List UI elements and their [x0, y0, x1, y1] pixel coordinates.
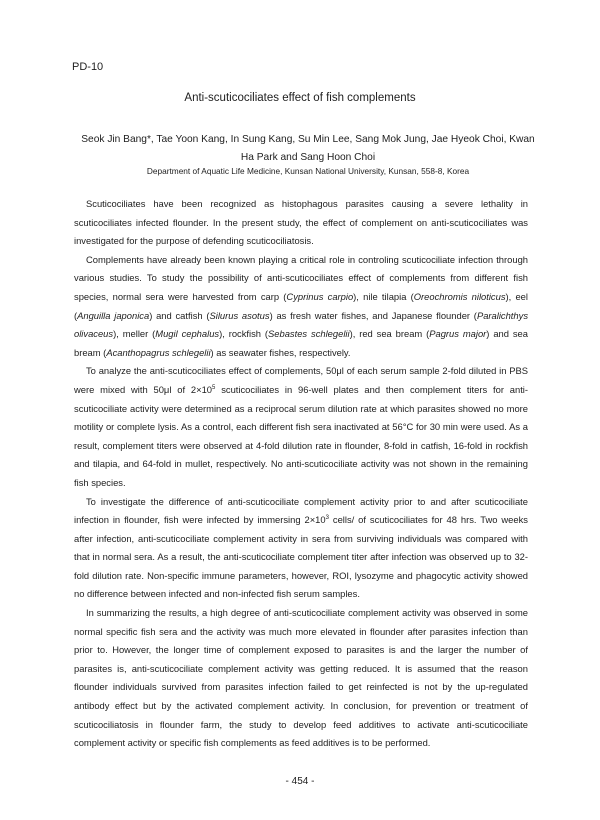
paragraph-1: Scuticociliates have been recognized as histophagous parasites causing a severe lethality in scuticociliates infected flounder. In the present study, the effect of complement on anti-scuticociliates was investigated for the purpose of defending scuticociliatosis.: [74, 198, 528, 247]
paragraph-4: To investigate the difference of anti-scuticociliate complement activity prior to and after scuticociliate infection in flounder, fish were infected by immersing $2\times 10^3$ cells/ of scuticociliates for 48 hrs. Two weeks after infection, anti-scuticociliate complement activity in sera from surviving individuals was compared with that in normal sera. As a result, the anti-scuticociliate complement titer after infection was observed up to 32-fold dilution rate. Non-specific immune parameters, however, ROI, lysozyme and phagocytic activity showed no difference between infected and non-infected fish serum samples.: [74, 495, 528, 600]
paragraph-2: Complements have already been known playing a critical role in controling scuticociliate infection through various studies. To study the possibility of anti-scuticociliates effect of complements from different fish species, normal sera were harvested from carp (Cyprinus carpio), nile tilapia (Oreochromis niloticus), eel (Anguilla japonica) and catfish (Silurus asotus) as fresh water fishes, and Japanese flounder (Paralichthys olivaceus), meller (Mugil cephalus), rockfish (Sebastes schlegelii), red sea bream (Pagrus major) and sea bream (Acanthopagrus schlegelii) as seawater fishes, respectively.: [74, 253, 529, 358]
page-number: - 454 -: [285, 776, 315, 787]
species-name: Pagrus major: [429, 328, 487, 340]
species-name: Anguilla japonica: [77, 309, 150, 321]
species-name: Paralichthys olivaceus: [74, 309, 529, 340]
abstract-body: [74, 195, 528, 753]
paragraph-3: To analyze the anti-scuticociliates effect of complements, 50μl of each serum sample 2-fold diluted in PBS were mixed with 50μl of $2\times 10^5$ scuticociliates in 96-well plates and then complement titers for anti-scuticociliate activity were determined as a reciprocal serum dilution rate at which parasites showed no more motility or complete lysis. As a control, each different fish sera inactivated at 56°C for 30 min were used. As a result, complement titers were observed at 4-fold dilution rate in flounder, 8-fold in catfish, 16-fold in rockfish and tilapia, and 64-fold in mullet, respectively. No anti-scuticociliate activity was not shown in the remaining fish species.: [74, 365, 529, 488]
species-name: Silurus asotus: [209, 309, 270, 321]
author-list: Seok Jin Bang*, Tae Yoon Kang, In Sung Kang, Su Min Lee, Sang Mok Jung, Jae Hyeok Choi, Kwan Ha Park and Sang Hoon Choi: [81, 134, 535, 163]
paper-title: Anti-scuticociliates effect of fish complements: [184, 92, 416, 104]
species-name: Mugil cephalus: [155, 328, 220, 340]
species-name: Acanthopagrus schlegelii: [106, 346, 211, 358]
species-name: Oreochromis niloticus: [413, 290, 506, 302]
affiliation: Department of Aquatic Life Medicine, Kunsan National University, Kunsan, 558-8, Korea: [146, 166, 470, 176]
species-name: Cyprinus carpio: [286, 290, 354, 302]
superscript: 3: [325, 515, 329, 522]
paragraph-5: In summarizing the results, a high degree of anti-scuticociliate complement activity was observed in some normal specific fish sera and the activity was much more elevated in flounder after parasites infection than prior to. However, the longer time of complement exposed to parasites is and the larger the number of parasites is, anti-scuticociliate complement activity was getting reduced. It is assumed that the reason flounder individuals survived from parasites infection failed to get reinfected is not by the up-regulated antibody effect but by the activated complement activity. In conclusion, for prevention or treatment of scuticociliatosis in flounder farm, the study to develop feed additives to activate anti-scuticociliate complement activity or specific fish complements as feed additives is to be performed.: [74, 607, 528, 749]
species-name: Sebastes schlegelii: [268, 328, 350, 340]
superscript: 5: [212, 384, 216, 391]
paper-code: PD-10: [72, 61, 104, 73]
